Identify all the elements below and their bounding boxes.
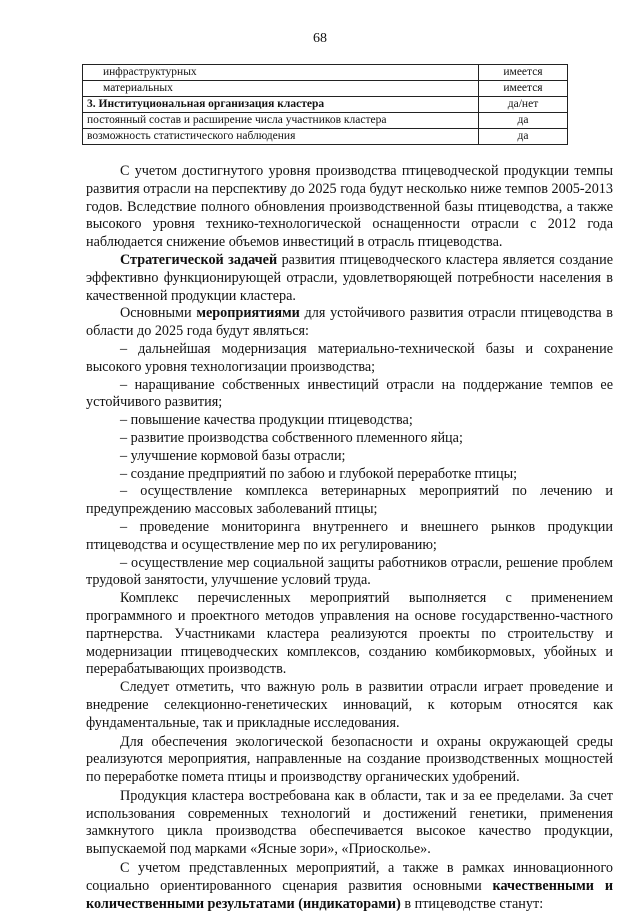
bold-phrase: качественными и количественными результатами (индикаторами) (86, 877, 614, 912)
bold-phrase: Стратегической задачей (120, 251, 278, 268)
paragraph: Комплекс перечисленных мероприятий выполняется с применением программного и проектного методов управления на основе государственно-частного партнерства. Участниками кластера реализуются проекты по строительству и модернизации птицеводческих комплексов, созданию комбикормовых, убойных и перерабатывающих производств. (86, 590, 613, 678)
table-row (83, 113, 568, 129)
table-row (83, 81, 568, 97)
list-item: – осуществление комплекса ветеринарных мероприятий по лечению и предупреждению массовых заболеваний птицы; (86, 483, 613, 518)
page-number: 68 (313, 31, 327, 46)
body-text (86, 163, 613, 913)
table-cell-value: да/нет (479, 97, 568, 113)
paragraph-text: развития птицеводческого кластера является создание эффективно функционирующей отрасли, удовлетворяющей потребности населения в качественной продукции кластера. (86, 251, 613, 304)
paragraph (86, 305, 613, 341)
list-item: – улучшение кормовой базы отрасли; (120, 447, 346, 464)
list-item: – наращивание собственных инвестиций отрасли на поддержание темпов ее устойчивого развития; (86, 376, 613, 411)
list-item: – дальнейшая модернизация материально-технической базы и сохранение высокого уровня технологизации производства; (86, 340, 613, 375)
table-cell-label: возможность статистического наблюдения (83, 129, 479, 145)
paragraph-text: для устойчивого развития отрасли птицеводства в области до 2025 года будут являться: (86, 305, 613, 340)
indicator-table (82, 64, 568, 145)
table-cell-value: да (479, 129, 568, 145)
table-cell-value: да (479, 113, 568, 129)
table-row (83, 65, 568, 81)
paragraph-text: С учетом представленных мероприятий, а также в рамках инновационного социально ориентированного сценария развития основными (86, 860, 613, 894)
table-cell-value: имеется (479, 81, 568, 97)
list-item: – создание предприятий по забою и глубокой переработке птицы; (120, 465, 518, 482)
paragraph: С учетом достигнутого уровня производства птицеводческой продукции темпы развития отрасли на перспективу до 2025 года будут несколько ниже темпов 2005-2013 годов. Вследствие полного обновления производственной базы птицеводства, а также высокого уровня технико-технологической оснащенности отрасли с 2012 года наблюдается снижение объемов инвестиций в отрасль птицеводства. (86, 163, 613, 251)
list-item: – развитие производства собственного племенного яйца; (120, 429, 463, 446)
paragraph-text: Основными (120, 305, 197, 322)
paragraph: Для обеспечения экологической безопасности и охраны окружающей среды реализуются мероприятия, направленные на создание производственных мощностей по переработке помета птицы и производству органических удобрений. (86, 733, 613, 786)
table-cell-label: инфраструктурных (83, 65, 479, 81)
list-item: – повышение качества продукции птицеводства; (120, 412, 413, 429)
table-section-title: 3. Институциональная организация кластера (83, 97, 479, 113)
table-section-row (83, 97, 568, 113)
table-cell-label: постоянный состав и расширение числа участников кластера (83, 113, 479, 129)
list-item: – осуществление мер социальной защиты работников отрасли, решение проблем трудовой занятости, улучшение условий труда. (86, 554, 613, 589)
table-row (83, 129, 568, 145)
paragraph: Следует отметить, что важную роль в развитии отрасли играет проведение и внедрение селекционно-генетических инноваций, к которым относятся как фундаментальные, так и прикладные исследования. (86, 679, 613, 731)
paragraph (86, 252, 613, 305)
bold-phrase: мероприятиями (196, 305, 300, 322)
paragraph: Продукция кластера востребована как в области, так и за ее пределами. За счет использования современных технологий и достижений генетики, применения замкнутого цикла производства обеспечивается высокое качество продукции, выпускаемой под марками «Ясные зори», «Приосколье». (86, 787, 613, 858)
paragraph (86, 860, 613, 913)
table-cell-label: материальных (83, 81, 479, 97)
paragraph-text: в птицеводстве станут: (400, 895, 544, 912)
table-cell-value: имеется (479, 65, 568, 81)
list-item: – проведение мониторинга внутреннего и внешнего рынков продукции птицеводства и осуществление мер по их регулированию; (86, 518, 613, 553)
